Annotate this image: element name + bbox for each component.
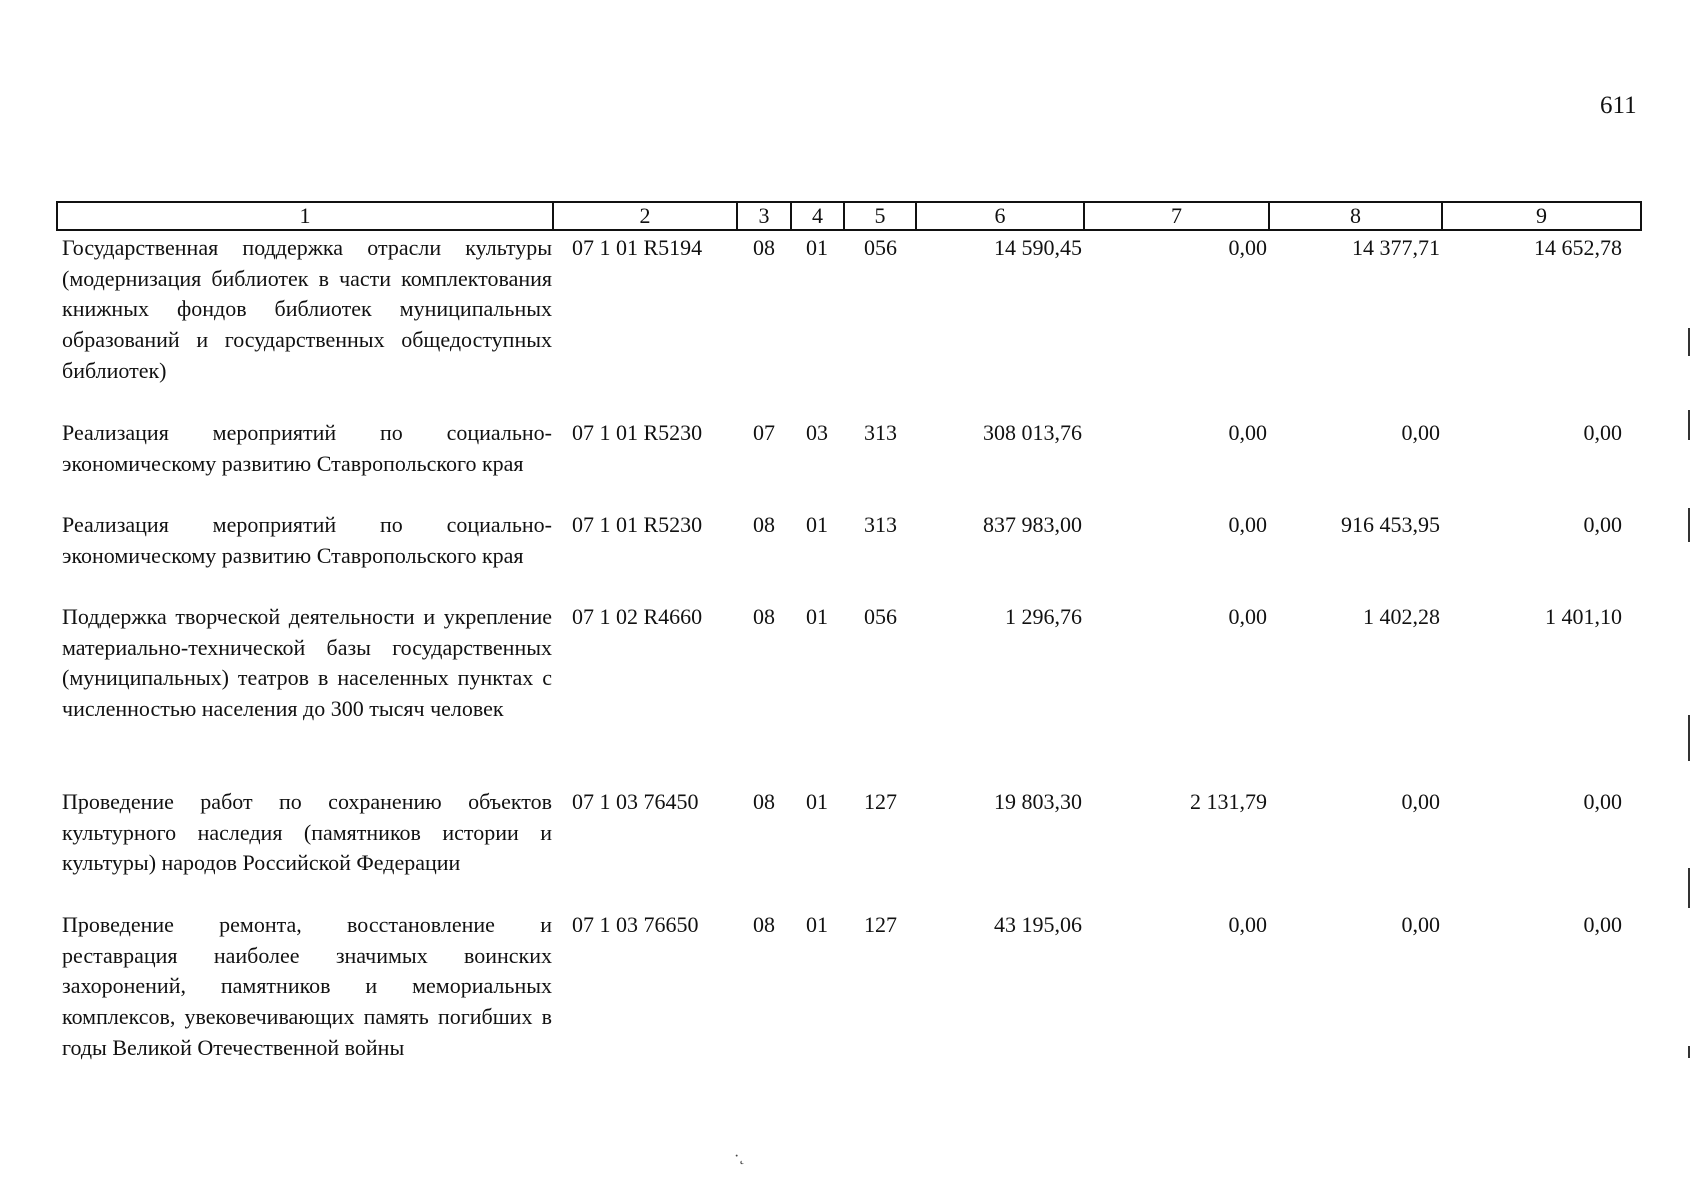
row-value-8: 0,00 bbox=[1401, 420, 1440, 445]
scan-mark bbox=[1688, 410, 1690, 440]
row-value-9: 14 652,78 bbox=[1534, 235, 1622, 260]
row-value-6: 14 590,45 bbox=[994, 235, 1082, 260]
row-value-8: 916 453,95 bbox=[1341, 512, 1440, 537]
row-subsection: 03 bbox=[806, 420, 828, 445]
row-subsection: 01 bbox=[806, 604, 828, 629]
header-col-9: 9 bbox=[1442, 202, 1641, 230]
row-code: 07 1 01 R5230 bbox=[572, 420, 703, 445]
row-value-7: 0,00 bbox=[1228, 912, 1267, 937]
row-value-9: 0,00 bbox=[1583, 912, 1622, 937]
row-description: Государственная поддержка отрасли культуры (модернизация библиотек в части комплектования книжных фондов библиотек муниципальных образований и государственных общедоступных библиотек) bbox=[62, 235, 552, 383]
row-value-6: 308 013,76 bbox=[983, 420, 1082, 445]
row-description: Поддержка творческой деятельности и укрепление материально-технической базы государственных (муниципальных) театров в населенных пунктах с численностью населения до 300 тысяч человек bbox=[62, 604, 552, 722]
row-section: 08 bbox=[753, 512, 775, 537]
row-value-9: 0,00 bbox=[1583, 420, 1622, 445]
scan-mark bbox=[1688, 508, 1690, 542]
row-value-7: 2 131,79 bbox=[1190, 789, 1267, 814]
row-expense-type: 056 bbox=[864, 604, 897, 629]
row-value-6: 837 983,00 bbox=[983, 512, 1082, 537]
page-number: 611 bbox=[1600, 92, 1637, 119]
row-value-7: 0,00 bbox=[1228, 512, 1267, 537]
row-value-8: 0,00 bbox=[1401, 912, 1440, 937]
scan-mark bbox=[1688, 868, 1690, 908]
row-subsection: 01 bbox=[806, 235, 828, 260]
row-section: 07 bbox=[753, 420, 775, 445]
row-code: 07 1 01 R5230 bbox=[572, 512, 703, 537]
row-expense-type: 056 bbox=[864, 235, 897, 260]
row-value-7: 0,00 bbox=[1228, 235, 1267, 260]
row-value-7: 0,00 bbox=[1228, 420, 1267, 445]
scan-mark bbox=[1688, 715, 1690, 761]
row-value-6: 19 803,30 bbox=[994, 789, 1082, 814]
row-value-7: 0,00 bbox=[1228, 604, 1267, 629]
row-description: Реализация мероприятий по социально-экономическому развитию Ставропольского края bbox=[62, 512, 552, 568]
row-value-8: 0,00 bbox=[1401, 789, 1440, 814]
header-col-6: 6 bbox=[916, 202, 1084, 230]
header-col-7: 7 bbox=[1084, 202, 1269, 230]
header-col-4: 4 bbox=[791, 202, 844, 230]
row-description: Проведение ремонта, восстановление и реставрация наиболее значимых воинских захоронений, памятников и мемориальных комплексов, увековечивающих память погибших в годы Великой Отечественной войны bbox=[62, 912, 552, 1060]
row-code: 07 1 01 R5194 bbox=[572, 235, 703, 260]
row-section: 08 bbox=[753, 235, 775, 260]
row-code: 07 1 02 R4660 bbox=[572, 604, 703, 629]
row-expense-type: 127 bbox=[864, 789, 897, 814]
header-col-8: 8 bbox=[1269, 202, 1442, 230]
row-section: 08 bbox=[753, 604, 775, 629]
row-subsection: 01 bbox=[806, 912, 828, 937]
row-description: Реализация мероприятий по социально-экономическому развитию Ставропольского края bbox=[62, 420, 552, 476]
row-value-9: 0,00 bbox=[1583, 512, 1622, 537]
header-col-1: 1 bbox=[57, 202, 553, 230]
row-value-9: 1 401,10 bbox=[1545, 604, 1622, 629]
scan-mark bbox=[1688, 328, 1690, 356]
row-section: 08 bbox=[753, 912, 775, 937]
row-subsection: 01 bbox=[806, 512, 828, 537]
column-number-header bbox=[56, 201, 1642, 231]
row-code: 07 1 03 76650 bbox=[572, 912, 699, 937]
row-expense-type: 127 bbox=[864, 912, 897, 937]
row-value-8: 14 377,71 bbox=[1352, 235, 1440, 260]
row-value-6: 43 195,06 bbox=[994, 912, 1082, 937]
row-subsection: 01 bbox=[806, 789, 828, 814]
scan-mark bbox=[1688, 1046, 1690, 1058]
row-expense-type: 313 bbox=[864, 420, 897, 445]
row-expense-type: 313 bbox=[864, 512, 897, 537]
row-section: 08 bbox=[753, 789, 775, 814]
header-col-2: 2 bbox=[553, 202, 737, 230]
header-col-3: 3 bbox=[737, 202, 791, 230]
row-value-9: 0,00 bbox=[1583, 789, 1622, 814]
row-code: 07 1 03 76450 bbox=[572, 789, 699, 814]
row-description: Проведение работ по сохранению объектов культурного наследия (памятников истории и культуры) народов Российской Федерации bbox=[62, 789, 552, 876]
row-value-6: 1 296,76 bbox=[1005, 604, 1082, 629]
scan-speck: ·˛ bbox=[734, 1148, 745, 1165]
row-value-8: 1 402,28 bbox=[1363, 604, 1440, 629]
header-col-5: 5 bbox=[844, 202, 916, 230]
